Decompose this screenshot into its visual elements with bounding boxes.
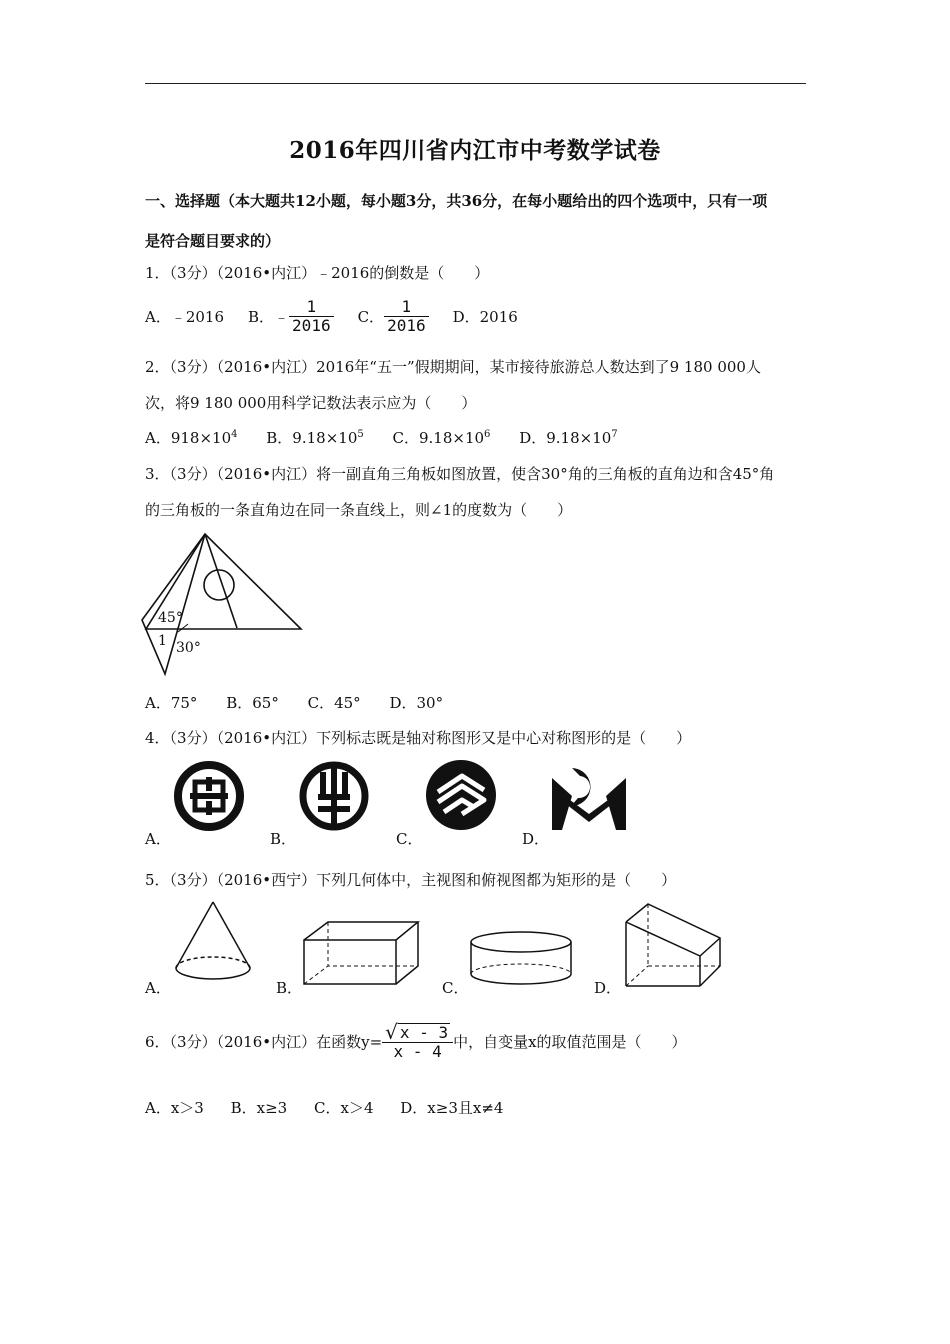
q2-option-a: A．$918\times 10^4$ [145, 429, 238, 447]
cylinder-icon [466, 928, 576, 990]
q5-option-b: B． [276, 979, 303, 997]
angle-45-label: 45° [158, 610, 183, 626]
q6-function-fraction [382, 1022, 453, 1061]
q2-stem-cont: 次，将9 180 000用科学记数法表示应为（ ） [145, 394, 477, 412]
sqrt-content: x - 3 [399, 1023, 449, 1042]
q6-options [145, 1097, 527, 1118]
q2-option-b: B．$9.18\times 10^5$ [266, 429, 364, 447]
q6-option-b: B．x≥3 [230, 1099, 288, 1117]
fraction-numerator: 1 [401, 297, 412, 316]
q1-options [145, 298, 542, 335]
q5-option-c: C． [442, 979, 469, 997]
q1-option-b-fraction [289, 298, 334, 335]
q3-option-a: A．75° [145, 694, 198, 712]
section-heading: 一、选择题（本大题共12小题，每小题3分，共36分，在每小题给出的四个选项中，只有一项 [145, 192, 768, 210]
q4-option-b: B． [270, 830, 297, 848]
q3-stem: 3．（3分）（2016•内江）将一副直角三角板如图放置，使含30°角的三角板的直角边和含45°角 [145, 465, 775, 483]
china-mobile-logo-icon [424, 758, 498, 832]
q4-option-a: A． [145, 830, 171, 848]
abc-logo-icon [298, 760, 370, 832]
q5-option-d: D． [594, 979, 622, 997]
q1-option-a: A．﹣2016 [145, 308, 225, 326]
q5-stem: 5．（3分）（2016•西宁）下列几何体中，主视图和俯视图都为矩形的是（ ） [145, 871, 677, 889]
q4-stem: 4．（3分）（2016•内江）下列标志既是轴对称图形又是中心对称图形的是（ ） [145, 729, 692, 747]
q3-option-c: C．45° [307, 694, 361, 712]
page-title: 2016年四川省内江市中考数学试卷 [289, 137, 661, 164]
fraction-denominator: 2016 [387, 316, 426, 335]
q6-option-d: D．x≥3且x≠4 [400, 1099, 504, 1117]
icbc-logo-icon [173, 760, 245, 832]
angle-1-label: 1 [158, 633, 167, 649]
angle-30-label: 30° [176, 640, 201, 656]
fraction-numerator [382, 1022, 453, 1042]
cone-icon [170, 898, 256, 990]
q2-option-d: D．$9.18\times 10^7$ [519, 429, 618, 447]
q6-option-a: A．x＞3 [145, 1099, 204, 1117]
fraction-numerator: 1 [306, 297, 317, 316]
q4-option-d: D． [522, 830, 550, 848]
q4-option-c: C． [396, 830, 423, 848]
q3-options [145, 692, 467, 713]
q2-stem: 2．（3分）（2016•内江）2016年“五一”假期期间，某市接待旅游总人数达到了9 180 000人 [145, 358, 761, 376]
prism-icon [620, 900, 726, 990]
credit-union-logo-icon [550, 764, 628, 832]
q3-stem-cont: 的三角板的一条直角边在同一条直线上，则∠1的度数为（ ） [145, 501, 573, 519]
q6-stem [145, 1022, 687, 1061]
q6-stem-prefix: 6．（3分）（2016•内江）在函数y= [145, 1033, 383, 1051]
q6-stem-suffix: 中，自变量x的取值范围是（ ） [453, 1033, 687, 1051]
sqrt-icon: √ [385, 1020, 398, 1044]
fraction-denominator: 2016 [292, 316, 331, 335]
q1-stem: 1．（3分）（2016•内江）﹣2016的倒数是（ ） [145, 264, 490, 282]
q6-option-c: C．x＞4 [314, 1099, 374, 1117]
q3-option-b: B．65° [226, 694, 279, 712]
q1-option-c-prefix: C． [357, 308, 385, 326]
q1-option-b-prefix: B．﹣ [248, 308, 290, 326]
cuboid-icon [300, 918, 424, 988]
header-rule [145, 83, 806, 84]
q1-option-c-fraction [384, 298, 429, 335]
q2-options [145, 427, 642, 448]
q2-option-c: C．$9.18\times 10^6$ [392, 429, 491, 447]
set-square-figure [140, 528, 310, 678]
section-heading-cont: 是符合题目要求的） [145, 232, 281, 250]
q3-option-d: D．30° [389, 694, 444, 712]
q5-option-a: A． [145, 979, 171, 997]
fraction-denominator: x - 4 [393, 1042, 442, 1061]
q1-option-d: D．2016 [452, 308, 518, 326]
